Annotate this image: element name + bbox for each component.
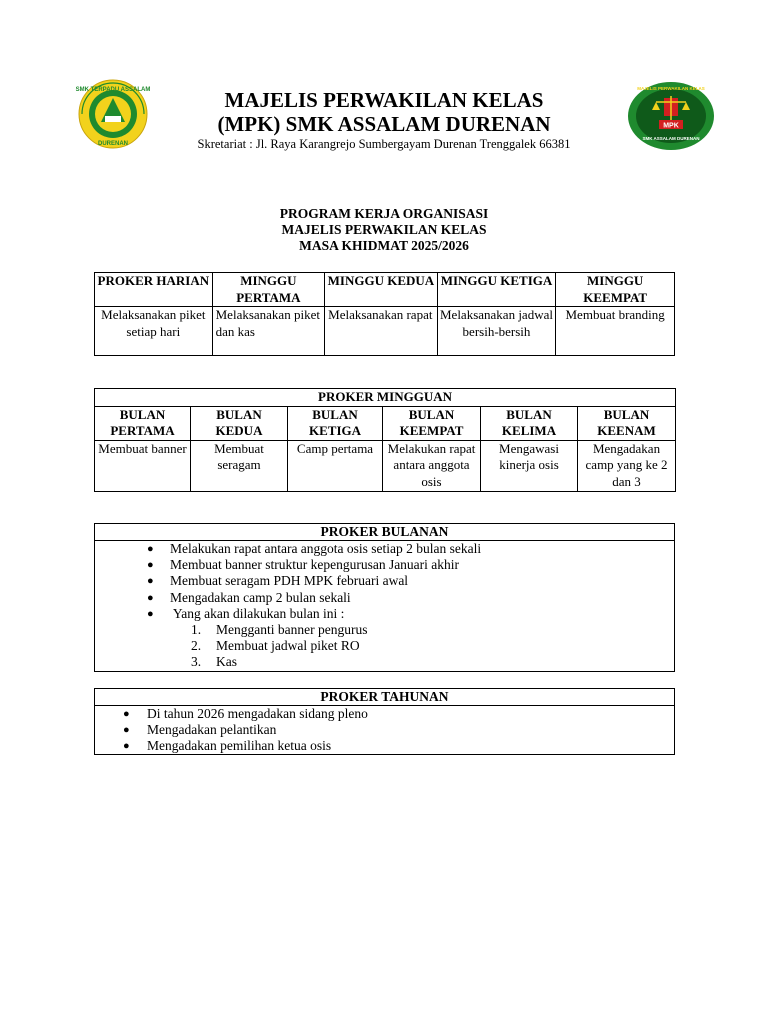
tahunan-list [95, 706, 674, 755]
bulanan-list [95, 541, 674, 671]
list-item-text: Mengadakan pemilihan ketua osis [147, 738, 332, 754]
proker-bulanan-box [94, 523, 675, 672]
table-header-cell: MINGGU PERTAMA [212, 273, 325, 307]
logo-right-bottom-text: SMK ASSALAM DURENAN [642, 136, 700, 141]
table-header-cell: MINGGU KEDUA [325, 273, 438, 307]
list-item [95, 573, 674, 589]
table-title-row [95, 389, 676, 407]
table-cell: Mengawasi kinerja osis [481, 440, 578, 491]
org-title-line2: (MPK) SMK ASSALAM DURENAN [217, 112, 551, 136]
table-cell: Melaksanakan piket setiap hari [95, 307, 213, 356]
list-item [95, 606, 674, 622]
proker-tahunan-box [94, 688, 675, 755]
bullet-icon: ● [123, 708, 130, 720]
table-header-cell: BULAN KELIMA [481, 406, 578, 440]
doc-title-line2: MAJELIS PERWAKILAN KELAS [281, 222, 487, 237]
table-header-row [95, 273, 675, 307]
table-header-cell: BULAN KEDUA [191, 406, 288, 440]
table-cell: Mengadakan camp yang ke 2 dan 3 [578, 440, 676, 491]
list-item-text: Membuat banner struktur kepengurusan Januari akhir [170, 557, 460, 573]
item-number: 1. [191, 622, 202, 638]
table-cell: Melaksanakan jadwal bersih-bersih [437, 307, 556, 356]
list-item [95, 541, 674, 557]
org-title-line1: MAJELIS PERWAKILAN KELAS [224, 88, 544, 112]
table-cell: Membuat banner [95, 440, 191, 491]
logo-right-top-text: MAJELIS PERWAKILAN KELAS [637, 86, 705, 91]
bullet-icon: ● [123, 740, 130, 753]
list-item-text: Membuat jadwal piket RO [216, 638, 360, 654]
table-header-cell: MINGGU KEEMPAT [556, 273, 675, 307]
table-header-cell: PROKER HARIAN [95, 273, 213, 307]
list-item-text: Mengadakan pelantikan [147, 722, 277, 738]
list-item-text: Yang akan dilakukan bulan ini : [170, 605, 345, 621]
logo-left-top-text: SMK TERPADU ASSALAM [75, 87, 151, 93]
org-address: Skretariat : Jl. Raya Karangrejo Sumbergayam Durenan Trenggalek 66381 [197, 137, 571, 151]
logo-left-bottom-text: DURENAN [98, 141, 128, 147]
table-row [95, 440, 676, 491]
table-cell: Melakukan rapat antara anggota osis [383, 440, 481, 491]
item-number: 3. [191, 654, 202, 670]
numbered-item [95, 622, 674, 638]
table-header-cell: BULAN KEENAM [578, 406, 676, 440]
table-row [95, 307, 675, 356]
table-cell: Membuat seragam [191, 440, 288, 491]
numbered-item [95, 654, 674, 670]
school-emblem-icon [72, 78, 154, 150]
doc-title-line3: MASA KHIDMAT 2025/2026 [299, 238, 469, 253]
bullet-icon: ● [147, 543, 154, 555]
bullet-icon: ● [123, 724, 130, 737]
list-item [95, 722, 674, 738]
bullet-icon: ● [147, 591, 154, 604]
table-title: PROKER MINGGUAN [95, 389, 676, 407]
box-title: PROKER TAHUNAN [95, 689, 674, 706]
list-item-text: Kas [216, 654, 237, 670]
bullet-icon: ● [147, 575, 154, 588]
table-header-cell: MINGGU KETIGA [437, 273, 556, 307]
mpk-shield-icon [626, 80, 716, 152]
list-item [95, 738, 674, 754]
list-item-text: Mengadakan camp 2 bulan sekali [170, 589, 351, 605]
table-cell: Melaksanakan rapat [325, 307, 438, 356]
list-item-text: Di tahun 2026 mengadakan sidang pleno [147, 706, 368, 721]
table-header-cell: BULAN KETIGA [288, 406, 383, 440]
list-item-text: Melakukan rapat antara anggota osis setiap 2 bulan sekali [170, 541, 482, 556]
proker-mingguan-table [94, 388, 676, 492]
list-item [95, 557, 674, 573]
numbered-item [95, 638, 674, 654]
bullet-icon: ● [147, 559, 154, 572]
doc-title-line1: PROGRAM KERJA ORGANISASI [279, 206, 489, 221]
table-cell: Camp pertama [288, 440, 383, 491]
table-header-row [95, 406, 676, 440]
logo-right-badge: MPK [663, 122, 679, 130]
list-item [95, 706, 674, 722]
proker-harian-table [94, 272, 675, 356]
table-cell: Membuat branding [556, 307, 675, 356]
box-title: PROKER BULANAN [95, 524, 674, 541]
item-number: 2. [191, 638, 202, 654]
list-item-text: Membuat seragam PDH MPK februari awal [170, 573, 409, 589]
table-header-cell: BULAN PERTAMA [95, 406, 191, 440]
list-item-text: Mengganti banner pengurus [216, 622, 368, 638]
list-item [95, 590, 674, 606]
bullet-icon: ● [147, 607, 154, 620]
table-cell: Melaksanakan piket dan kas [212, 307, 325, 356]
table-header-cell: BULAN KEEMPAT [383, 406, 481, 440]
